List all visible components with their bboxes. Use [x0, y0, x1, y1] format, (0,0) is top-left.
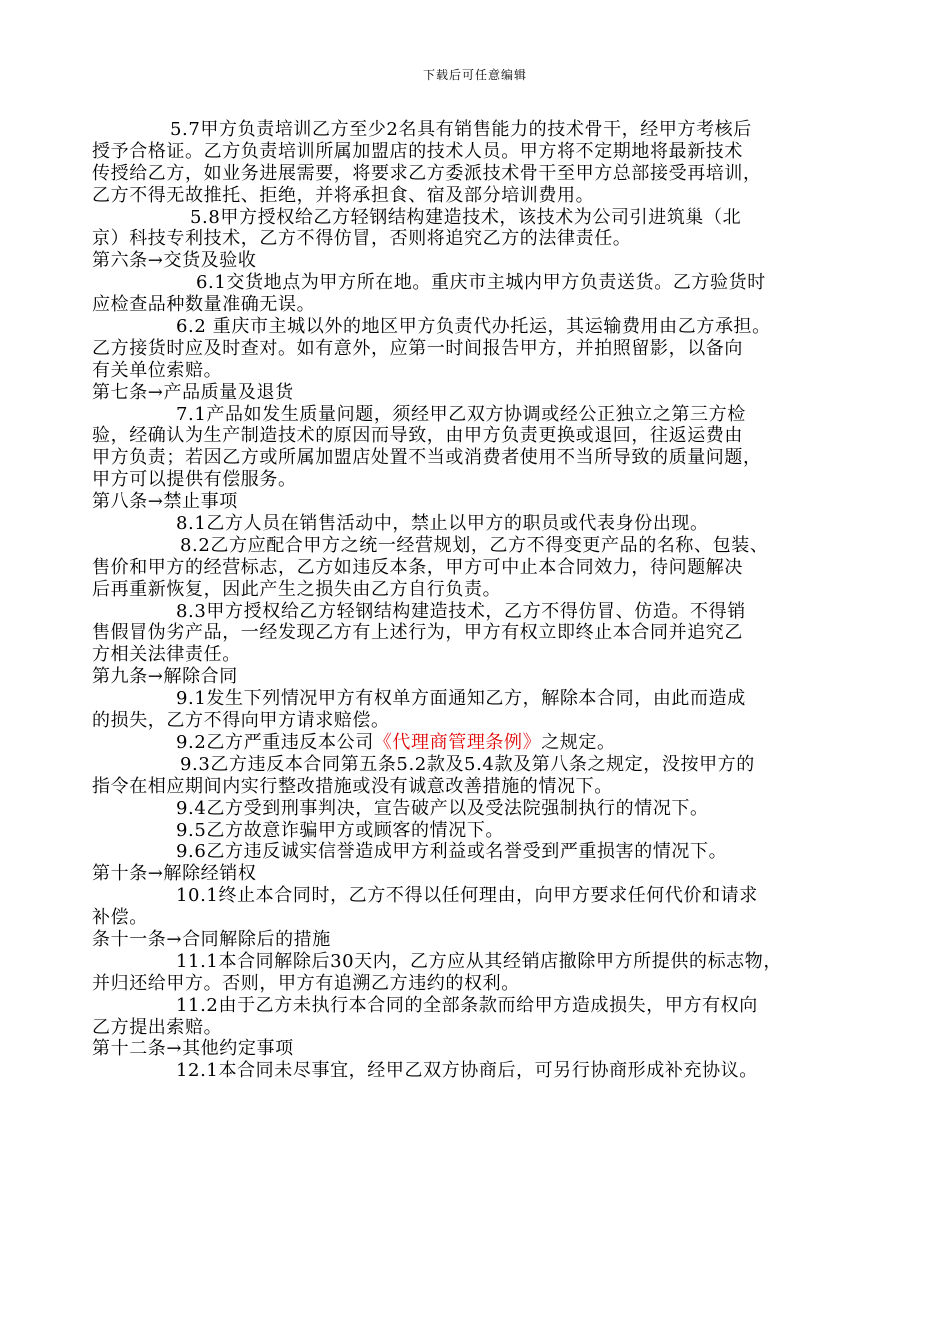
section-heading: [92, 491, 892, 513]
line-text: 传授给乙方，如业务进展需要，将要求乙方委派技术骨干至甲方总部接受再培训，: [92, 162, 762, 184]
line-text: 验，经确认为生产制造技术的原因而导致，由甲方负责更换或退回，往返运费由: [92, 425, 743, 447]
paragraph-line: [92, 644, 892, 666]
line-text: 乙方接货时应及时查对。如有意外，应第一时间报告甲方，并拍照留影，以备向: [92, 337, 743, 359]
paragraph-line: [92, 1017, 892, 1039]
section-heading: [92, 863, 892, 885]
paragraph-line: [92, 820, 892, 842]
line-text: 方相关法律责任。: [92, 644, 241, 666]
paragraph-line: [92, 338, 892, 360]
line-text: 10.1终止本合同时，乙方不得以任何理由，向甲方要求任何代价和请求: [176, 885, 758, 907]
line-text: 11.2由于乙方未执行本合同的全部条款而给甲方造成损失，甲方有权向: [176, 994, 758, 1016]
line-text: 后再重新恢复，因此产生之损失由乙方自行负责。: [92, 578, 502, 600]
paragraph-line: [92, 907, 892, 929]
line-text: 8.2乙方应配合甲方之统一经营规划，乙方不得变更产品的名称、包装、: [180, 534, 769, 556]
paragraph-line: [92, 141, 892, 163]
line-text: 9.3乙方违反本合同第五条5.2款及5.4款及第八条之规定，没按甲方的: [180, 753, 755, 775]
line-text: 甲方可以提供有偿服务。: [92, 469, 297, 491]
line-text: 第十条→解除经销权: [92, 863, 257, 885]
paragraph-line: [92, 425, 892, 447]
paragraph-line: [92, 710, 892, 732]
paragraph-line: [92, 601, 892, 623]
line-text: 并归还给甲方。否则，甲方有追溯乙方违约的权利。: [92, 972, 520, 994]
section-heading: [92, 929, 892, 951]
paragraph-line: [92, 294, 892, 316]
line-text: 第八条→禁止事项: [92, 491, 238, 513]
line-text: 8.3甲方授权给乙方轻钢结构建造技术，乙方不得仿冒、仿造。不得销: [176, 600, 746, 622]
paragraph-line: [92, 535, 892, 557]
paragraph-line: [92, 469, 892, 491]
line-text: 9.4乙方受到刑事判决，宣告破产以及受法院强制执行的情况下。: [176, 797, 709, 819]
paragraph-line: [92, 316, 892, 338]
line-text: 条十一条→合同解除后的措施: [92, 928, 331, 950]
line-text: 乙方提出索赔。: [92, 1016, 223, 1038]
line-text: 7.1产品如发生质量问题，须经甲乙双方协调或经公正独立之第三方检: [176, 403, 746, 425]
paragraph-line: [92, 579, 892, 601]
line-text: 第九条→解除合同: [92, 666, 238, 688]
line-text: 京）科技专利技术，乙方不得仿冒，否则将追究乙方的法律责任。: [92, 228, 632, 250]
paragraph-line: [92, 447, 892, 469]
line-text: 11.1本合同解除后30天内，乙方应从其经销店撤除甲方所提供的标志物，: [176, 950, 782, 972]
line-text: 第七条→产品质量及退货: [92, 381, 294, 403]
paragraph-line: [92, 163, 892, 185]
line-text: 有关单位索赔。: [92, 359, 223, 381]
line-text: 9.1发生下列情况甲方有权单方面通知乙方，解除本合同，由此而造成: [176, 688, 746, 710]
paragraph-line: [92, 207, 892, 229]
paragraph-line: [92, 513, 892, 535]
paragraph-line: [92, 185, 892, 207]
paragraph-line: [92, 119, 892, 141]
line-text: 售假冒伪劣产品，一经发现乙方有上述行为，甲方有权立即终止本合同并追究乙: [92, 622, 743, 644]
paragraph-line: [92, 1060, 892, 1082]
paragraph-line: [92, 885, 892, 907]
section-heading: [92, 382, 892, 404]
paragraph-line: [92, 557, 892, 579]
contract-body: [92, 119, 892, 1082]
paragraph-line: [92, 404, 892, 426]
paragraph-line: [92, 622, 892, 644]
line-text: 甲方负责；若因乙方或所属加盟店处置不当或消费者使用不当所导致的质量问题，: [92, 447, 762, 469]
paragraph-line: [92, 754, 892, 776]
line-text: 6.1交货地点为甲方所在地。重庆市主城内甲方负责送货。乙方验货时: [196, 272, 766, 294]
paragraph-line: [92, 272, 892, 294]
line-text: 第十二条→其他约定事项: [92, 1038, 294, 1060]
line-text: 售价和甲方的经营标志，乙方如违反本条，甲方可中止本合同效力，待问题解决: [92, 556, 743, 578]
page-header-note: 下载后可任意编辑: [422, 68, 527, 82]
line-text: 9.2乙方严重违反本公司: [176, 731, 374, 753]
paragraph-line: [92, 995, 892, 1017]
line-text: 应检查品种数量准确无误。: [92, 294, 316, 316]
line-text: 第六条→交货及验收: [92, 250, 257, 272]
section-heading: [92, 666, 892, 688]
line-text: 12.1本合同未尽事宜，经甲乙双方协商后，可另行协商形成补充协议。: [176, 1060, 758, 1082]
paragraph-line: [92, 776, 892, 798]
line-text: 指令在相应期间内实行整改措施或没有诚意改善措施的情况下。: [92, 775, 613, 797]
line-text: 6.2 重庆市主城以外的地区甲方负责代办托运，其运输费用由乙方承担。: [176, 316, 771, 338]
paragraph-line: [92, 360, 892, 382]
paragraph-line: [92, 688, 892, 710]
line-text: 5.8甲方授权给乙方轻钢结构建造技术，该技术为公司引进筑巢（北: [190, 206, 742, 228]
line-text: 9.5乙方故意诈骗甲方或顾客的情况下。: [176, 819, 505, 841]
line-text: 补偿。: [92, 907, 148, 929]
line-text: 9.6乙方违反诚实信誉造成甲方利益或名誉受到严重损害的情况下。: [176, 841, 728, 863]
paragraph-line: [92, 951, 892, 973]
paragraph-line: [92, 841, 892, 863]
paragraph-line: [92, 798, 892, 820]
line-text: 8.1乙方人员在销售活动中，禁止以甲方的职员或代表身份出现。: [176, 513, 709, 535]
line-text: 之规定。: [541, 731, 616, 753]
line-text: 授予合格证。乙方负责培训所属加盟店的技术人员。甲方将不定期地将最新技术: [92, 140, 743, 162]
line-text: 的损失，乙方不得向甲方请求赔偿。: [92, 710, 390, 732]
section-heading: [92, 1038, 892, 1060]
regulation-reference: 《代理商管理条例》: [373, 731, 542, 753]
line-text: 乙方不得无故推托、拒绝，并将承担食、宿及部分培训费用。: [92, 184, 595, 206]
paragraph-line: [92, 228, 892, 250]
paragraph-line: [92, 732, 892, 754]
paragraph-line: [92, 973, 892, 995]
line-text: 5.7甲方负责培训乙方至少2名具有销售能力的技术骨干，经甲方考核后: [170, 119, 752, 140]
section-heading: [92, 250, 892, 272]
